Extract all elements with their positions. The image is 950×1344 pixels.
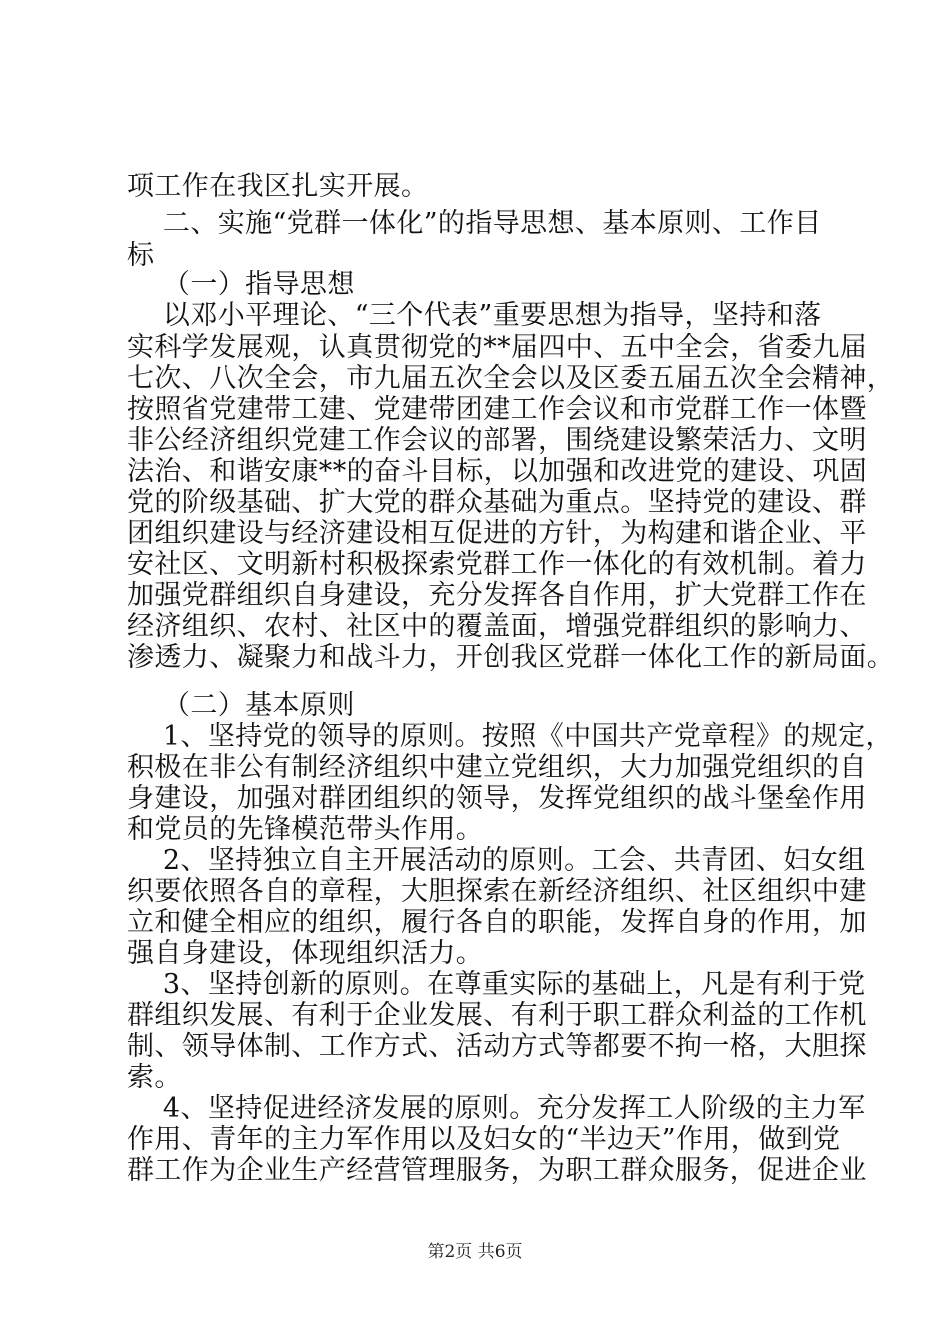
text-line: 党的阶级基础、扩大党的群众基础为重点。坚持党的建设、群 [127,487,867,518]
text-line: 立和健全相应的组织，履行各自的职能，发挥自身的作用，加 [127,907,867,938]
text-line: 团组织建设与经济建设相互促进的方针，为构建和谐企业、平 [127,518,867,549]
text-line: 织要依照各自的章程，大胆探索在新经济组织、社区组织中建 [127,876,867,907]
text-line: 经济组织、农村、社区中的覆盖面，增强党群组织的影响力、 [127,611,867,642]
text-line: 索。 [127,1062,182,1093]
text-line: 2、坚持独立自主开展活动的原则。工会、共青团、妇女组 [127,845,866,876]
subsection-heading: （一）指导思想 [127,269,355,300]
text-line: 和党员的先锋模范带头作用。 [127,814,484,845]
text-line: 实科学发展观，认真贯彻党的**届四中、五中全会，省委九届 [127,332,868,363]
text-line: 4、坚持促进经济发展的原则。充分发挥工人阶级的主力军 [127,1093,866,1124]
text-line: 群工作为企业生产经营管理服务，为职工群众服务，促进企业 [127,1155,867,1186]
text-line: 加强党群组织自身建设，充分发挥各自作用，扩大党群工作在 [127,580,867,611]
text-line: 1、坚持党的领导的原则。按照《中国共产党章程》的规定， [127,721,893,752]
text-line: 强自身建设，体现组织活力。 [127,938,484,969]
text-line: 3、坚持创新的原则。在尊重实际的基础上，凡是有利于党 [127,969,866,1000]
page-number-footer: 第2页 共6页 [427,1242,523,1262]
text-line: 安社区、文明新村积极探索党群工作一体化的有效机制。着力 [127,549,867,580]
section-heading: 二、实施“党群一体化”的指导思想、基本原则、工作目 [127,208,822,239]
text-line: 项工作在我区扎实开展。 [127,171,429,202]
text-line: 渗透力、凝聚力和战斗力，开创我区党群一体化工作的新局面。 [127,642,895,673]
subsection-heading: （二）基本原则 [127,690,355,721]
text-line: 作用、青年的主力军作用以及妇女的“半边天”作用，做到党 [127,1124,841,1155]
text-line: 按照省党建带工建、党建带团建工作会议和市党群工作一体暨 [127,394,867,425]
text-line: 积极在非公有制经济组织中建立党组织，大力加强党组织的自 [127,752,867,783]
text-line: 七次、八次全会，市九届五次全会以及区委五届五次全会精神， [127,363,895,394]
section-heading-continued: 标 [127,240,155,271]
text-line: 法治、和谐安康**的奋斗目标，以加强和改进党的建设、巩固 [127,456,868,487]
text-line: 制、领导体制、工作方式、活动方式等都要不拘一格，大胆探 [127,1031,867,1062]
text-line: 身建设，加强对群团组织的领导，发挥党组织的战斗堡垒作用 [127,783,867,814]
text-line: 群组织发展、有利于企业发展、有利于职工群众利益的工作机 [127,1000,867,1031]
text-line: 非公经济组织党建工作会议的部署，围绕建设繁荣活力、文明 [127,425,867,456]
text-line: 以邓小平理论、“三个代表”重要思想为指导，坚持和落 [127,300,822,331]
